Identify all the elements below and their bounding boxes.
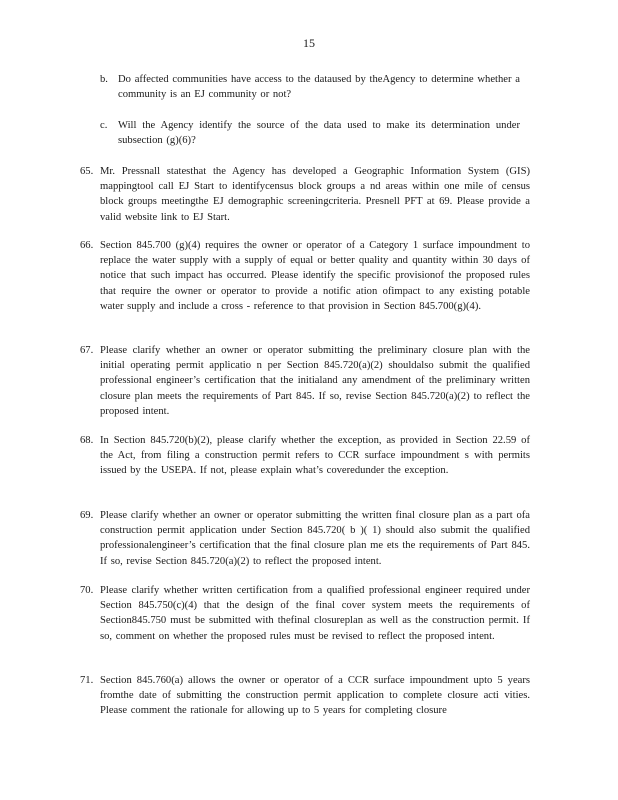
item-text: Please clarify whether an owner or operator submitting the written final closure plan as a part ofa construction permit application under Section 845.720( b )( 1) should also submit the qualified professionalengineer’s certification that the final closure plan me ets the requirements of Part 845. If so, revise Section 845.720(a)(2) to reflect the proposed intent. bbox=[100, 510, 530, 567]
item-text: Will the Agency identify the source of the data used to make its determination under subsection (g)(6)? bbox=[118, 120, 520, 147]
item-text: Please clarify whether an owner or operator submitting the preliminary closure plan with the initial operating permit applicatio n per Section 845.720(a)(2) shouldalso submit the qualified professional engineer’s certification that the initialand any amendment of the preliminary written closure plan meets the requirements of Part 845. If so, revise Section 845.720(a)(2) to reflect the proposed intent. bbox=[100, 345, 530, 417]
question-item-c bbox=[100, 118, 520, 148]
item-label: 70. bbox=[80, 585, 94, 596]
item-text: In Section 845.720(b)(2), please clarify whether the exception, as provided in Section 22.59 of the Act, from filing a construction permit refers to CCR surface impoundment s with permits issued by the USEPA. If not, please explain what’s coveredunder the exception. bbox=[100, 435, 530, 477]
item-label: c. bbox=[100, 120, 108, 131]
item-label: b. bbox=[100, 74, 108, 85]
item-text: Please clarify whether written certification from a qualified professional engineer required under Section 845.750(c)(4) that the design of the final cover system meets the requirements of Section845.750 must be submitted with thefinal closureplan as well as the construction permit. If so, comment on whether the proposed rules must be revised to reflect the proposed intent. bbox=[100, 585, 530, 642]
item-label: 67. bbox=[80, 345, 94, 356]
page-number: 15 bbox=[303, 36, 315, 50]
item-text: Section 845.700 (g)(4) requires the owner or operator of a Category 1 surface impoundment to replace the water supply with a supply of equal or better quality and quantity within 30 days of notice that such impact has occurred. Please identify the specific provisionof the proposed rules that require the owner or operator to provide a notific ation ofimpact to any existing potable water supply and include a cross - reference to that provision in Section 845.700(g)(4). bbox=[100, 240, 530, 312]
question-item-65 bbox=[80, 164, 530, 225]
item-text: Do affected communities have access to the dataused by theAgency to determine whether a community is an EJ community or not? bbox=[118, 74, 520, 101]
item-text: Section 845.760(a) allows the owner or operator of a CCR surface impoundment upto 5 years fromthe date of submitting the construction permit application to complete closure acti vities. Please comment the rationale for allowing up to 5 years for completing closure bbox=[100, 675, 530, 717]
question-item-67 bbox=[80, 343, 530, 419]
question-item-68 bbox=[80, 433, 530, 479]
question-item-66 bbox=[80, 238, 530, 314]
item-label: 68. bbox=[80, 435, 94, 446]
question-item-69 bbox=[80, 508, 530, 569]
item-label: 71. bbox=[80, 675, 94, 686]
item-label: 66. bbox=[80, 240, 94, 251]
question-item-b bbox=[100, 72, 520, 102]
item-text: Mr. Pressnall statesthat the Agency has developed a Geographic Information System (GIS) mappingtool call EJ Start to identifycensus block groups a nd areas within one mile of census block groups meetingthe EJ demographic screeningcriteria. Presnell PFT at 69. Please provide a valid website link to EJ Start. bbox=[100, 166, 530, 223]
item-label: 69. bbox=[80, 510, 94, 521]
question-item-70 bbox=[80, 583, 530, 644]
item-label: 65. bbox=[80, 166, 94, 177]
question-item-71 bbox=[80, 673, 530, 719]
